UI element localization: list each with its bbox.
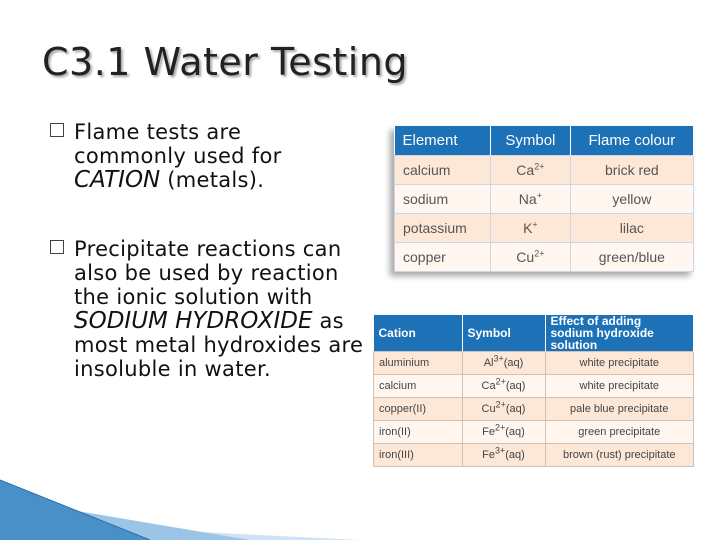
table-row [395,243,694,272]
table-row [374,444,694,467]
cell-symbol: $Ca^{2+}$ [491,156,571,185]
header-effect: Effect of adding sodium hydroxide solution [545,315,694,352]
cell-symbol: $Ca^{2+}(aq)$ [462,375,545,398]
cell-flame-colour: green/blue [570,243,693,272]
header-flame-colour: Flame colour [570,126,693,156]
cell-cation: aluminium [374,352,463,375]
cell-effect: white precipitate [545,375,694,398]
cell-symbol: K+ [491,214,571,243]
header-symbol: Symbol [462,315,545,352]
table-row [395,156,694,185]
bullet-box-icon [50,123,64,137]
bullet-text: Precipitate reactions can also be used by reaction the ionic solution with SODIUM HYDROXIDE as most metal hydroxides are insoluble in water. [74,237,364,381]
cell-symbol: $Cu^{2+}(aq)$ [462,398,545,421]
cell-symbol: $Fe^{2+}(aq)$ [462,421,545,444]
cell-flame-colour: lilac [570,214,693,243]
cell-element: calcium [395,156,491,185]
table-row [374,352,694,375]
cell-element: sodium [395,185,491,214]
cell-cation: calcium [374,375,463,398]
table-row [395,214,694,243]
cell-cation: copper(II) [374,398,463,421]
cell-element: copper [395,243,491,272]
table-row [374,375,694,398]
decorative-swoosh [0,450,360,540]
highlight-cation: CATION [74,167,161,193]
cell-effect: brown (rust) precipitate [545,444,694,467]
table-row [395,185,694,214]
cell-cation: iron(III) [374,444,463,467]
header-element: Element [395,126,491,156]
bullet-box-icon [50,240,64,254]
cell-symbol: Na+ [491,185,571,214]
bullet-precipitate [50,237,370,381]
header-symbol: Symbol [491,126,571,156]
slide-title: C3.1 Water Testing [42,40,409,84]
table-header-row [395,126,694,156]
table-row [374,398,694,421]
header-cation: Cation [374,315,463,352]
cell-effect: pale blue precipitate [545,398,694,421]
bullet-text: Flame tests are commonly used for CATION (metals). [74,120,282,193]
cell-element: potassium [395,214,491,243]
cell-symbol: $Al^{3+}(aq)$ [462,352,545,375]
flame-test-table [394,126,694,272]
table-header-row [374,315,694,352]
precipitate-table [373,315,694,467]
cell-effect: white precipitate [545,352,694,375]
cell-flame-colour: brick red [570,156,693,185]
cell-flame-colour: yellow [570,185,693,214]
table-row [374,421,694,444]
cell-symbol: $Fe^{3+}(aq)$ [462,444,545,467]
highlight-sodium-hydroxide: SODIUM HYDROXIDE [74,308,313,334]
cell-effect: green precipitate [545,421,694,444]
bullet-flame-tests [50,120,350,192]
cell-symbol: $Cu^{2+}$ [491,243,571,272]
cell-cation: iron(II) [374,421,463,444]
